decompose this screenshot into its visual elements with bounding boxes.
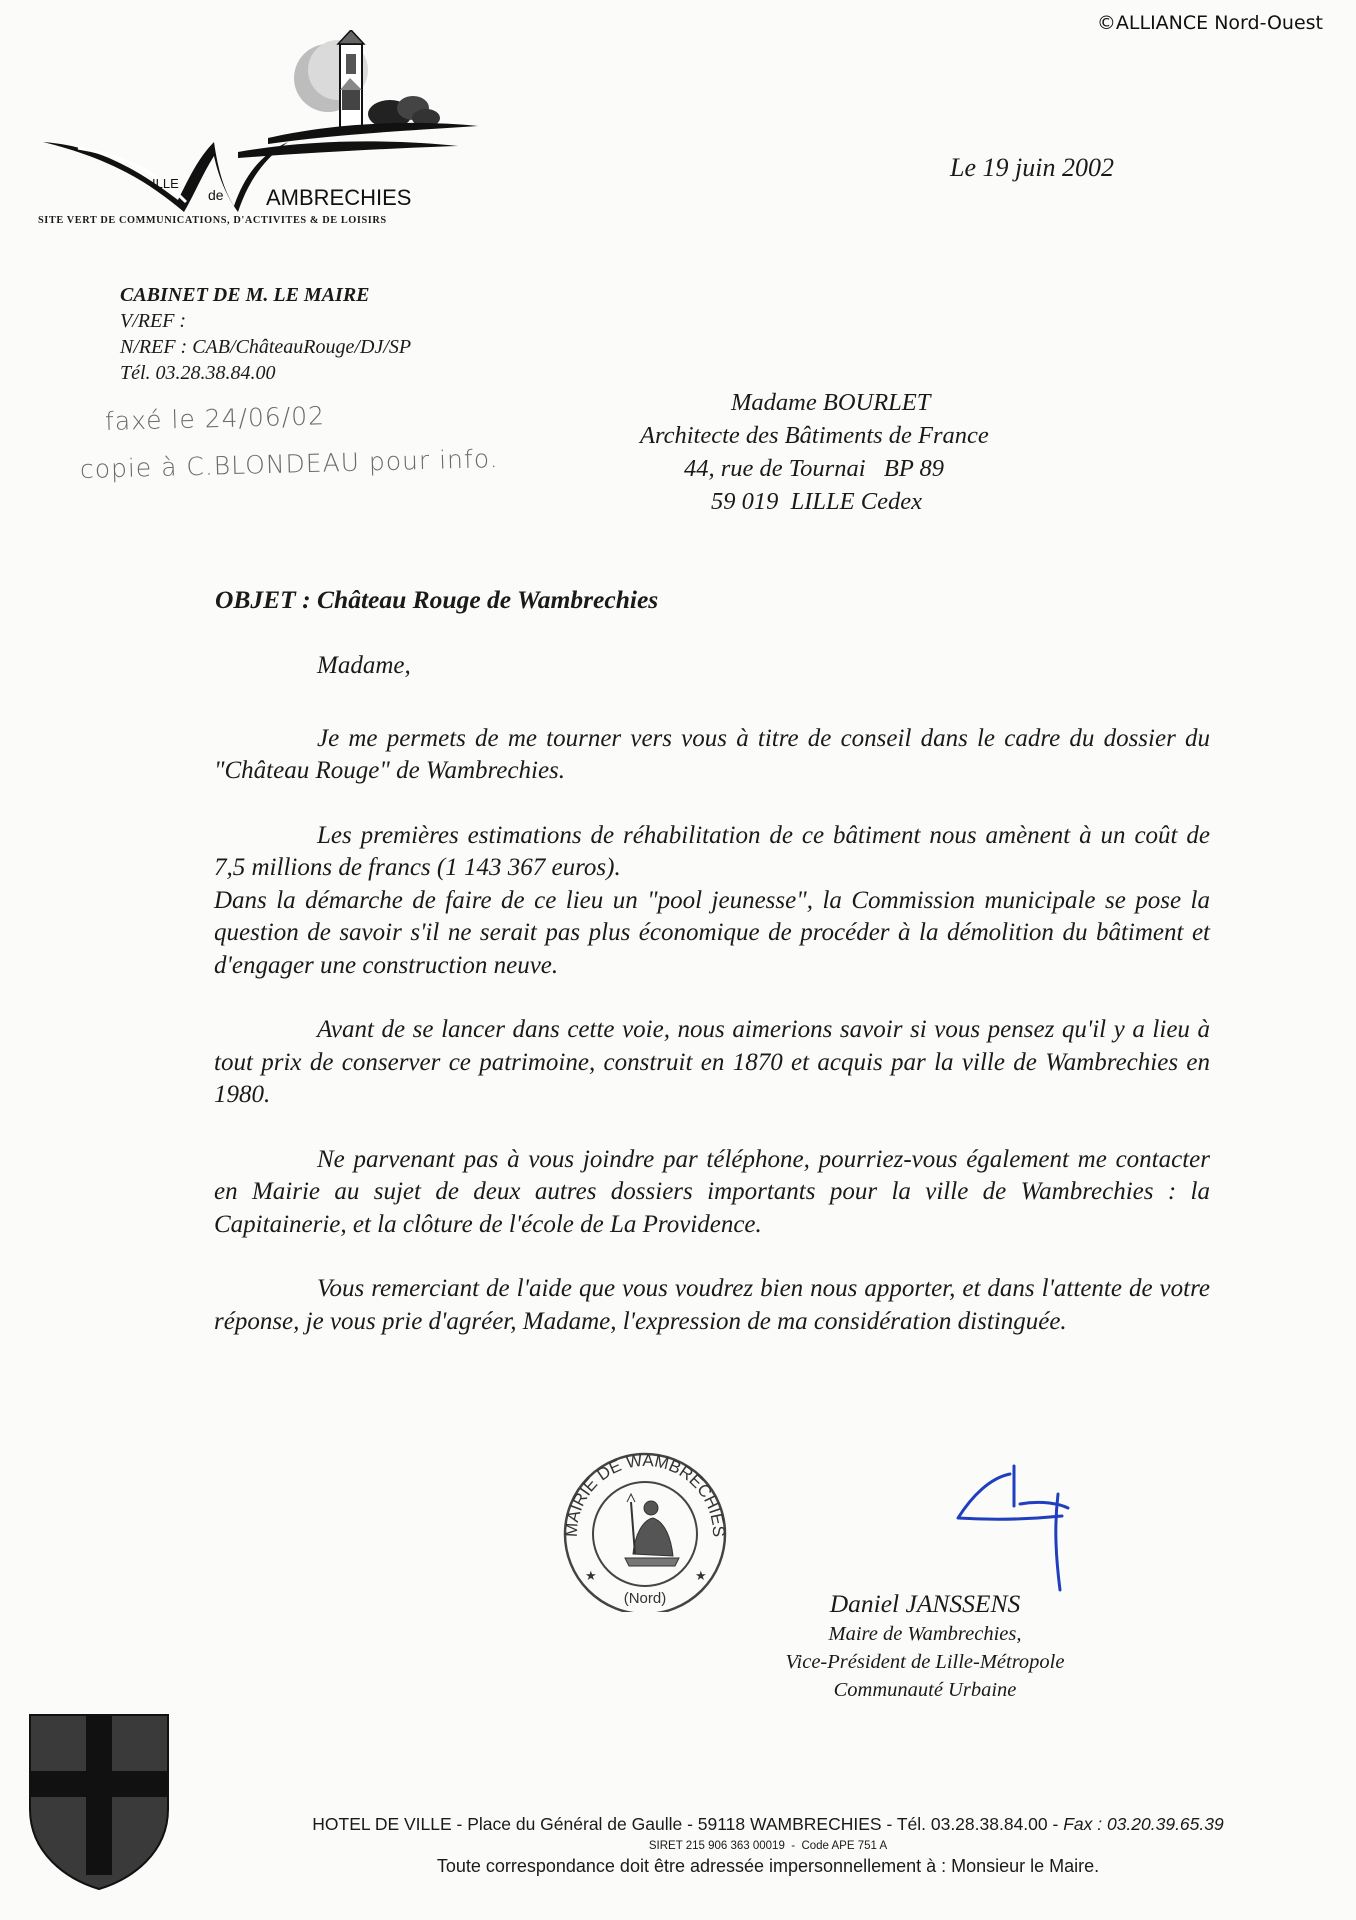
stamp-top-text: MAIRIE DE WAMBRECHIES — [561, 1450, 729, 1538]
logo-tagline: SITE VERT DE COMMUNICATIONS, D'ACTIVITES & DE LOISIRS — [38, 215, 387, 226]
signer-block — [745, 1588, 1105, 1704]
paragraph: Ne parvenant pas à vous joindre par téléphone, pourriez-vous également me contacter en Mairie au sujet de deux autres dossiers importants pour la ville de Wambrechies : la Capitainerie, et la clôture de l'école de La Providence. — [214, 1145, 1210, 1238]
paragraph: Vous remerciant de l'aide que vous voudrez bien nous apporter, et dans l'attente de votre réponse, je vous prie d'agréer, Madame, l'expression de ma considération distinguée. — [214, 1275, 1210, 1335]
logo-ville-text: ILLE — [152, 176, 179, 191]
letter-subject: OBJET : Château Rouge de Wambrechies — [215, 585, 659, 614]
cabinet-label: CABINET DE M. LE MAIRE — [120, 284, 370, 306]
signer-title-cu: Communauté Urbaine — [833, 1679, 1017, 1701]
footer-address: HOTEL DE VILLE - Place du Général de Gaulle - 59118 WAMBRECHIES - Tél. 03.28.38.84.00 - — [312, 1814, 1064, 1834]
handwritten-fax-note: faxé le 24/06/02 — [104, 401, 326, 436]
signer-name: Daniel JANSSENS — [829, 1589, 1021, 1618]
salutation: Madame, — [317, 652, 411, 679]
paragraph: Je me permets de me tourner vers vous à titre de conseil dans le cadre du dossier du "Château Rouge" de Wambrechies. — [214, 724, 1210, 784]
references-block — [120, 282, 411, 386]
coat-of-arms-icon — [28, 1713, 170, 1891]
copyright-watermark: ©ALLIANCE Nord-Ouest — [1096, 12, 1323, 34]
vref-line: V/REF : — [120, 310, 187, 332]
footer-fax: Fax : 03.20.39.65.39 — [1063, 1814, 1224, 1834]
nref-line: N/REF : CAB/ChâteauRouge/DJ/SP — [120, 336, 412, 358]
letter-date: Le 19 juin 2002 — [950, 153, 1114, 182]
logo-name-text: AMBRECHIES — [266, 185, 412, 210]
signer-title-mayor: Maire de Wambrechies, — [828, 1623, 1022, 1645]
paragraph: Dans la démarche de faire de ce lieu un "pool jeunesse", la Commission municipale se pose la question de savoir s'il ne serait pas plus économique de procéder à la démolition du bâtiment et d'engager une construction neuve. — [214, 886, 1210, 979]
recipient-name: Madame BOURLET — [731, 389, 931, 416]
signature — [950, 1458, 1100, 1598]
paragraph: Avant de se lancer dans cette voie, nous aimerions savoir si vous pensez qu'il y a lieu à tout prix de conserver ce patrimoine, construit en 1870 et acquis par la ville de Wambrechies en 1980. — [214, 1016, 1210, 1108]
paragraph: Les premières estimations de réhabilitation de ce bâtiment nous amènent à un coût de 7,5 millions de francs (1 143 367 euros). — [214, 821, 1210, 881]
footer-siret: SIRET 215 906 363 00019 - Code APE 751 A — [648, 1840, 888, 1852]
tel-line: Tél. 03.28.38.84.00 — [120, 362, 276, 384]
seated-figure-icon — [625, 1494, 679, 1566]
footer-note: Toute correspondance doit être adressée impersonnellement à : Monsieur le Maire. — [436, 1856, 1100, 1876]
town-logo — [38, 30, 488, 215]
recipient-address — [640, 386, 989, 518]
stamp-bottom-text: (Nord) — [623, 1590, 667, 1607]
star-icon: ★ — [585, 1568, 597, 1583]
footer-address-line — [180, 1814, 1356, 1835]
mairie-stamp — [555, 1442, 735, 1612]
signer-title-vp: Vice-Président de Lille-Métropole — [785, 1651, 1065, 1673]
recipient-street: 44, rue de Tournai BP 89 — [684, 455, 944, 482]
logo-de-text: de — [208, 187, 224, 203]
star-icon: ★ — [695, 1568, 707, 1583]
recipient-title: Architecte des Bâtiments de France — [640, 422, 989, 449]
letter-body — [214, 650, 1210, 1370]
recipient-city: 59 019 LILLE Cedex — [711, 488, 922, 515]
handwritten-copy-note: copie à C.BLONDEAU pour info. — [79, 444, 499, 484]
